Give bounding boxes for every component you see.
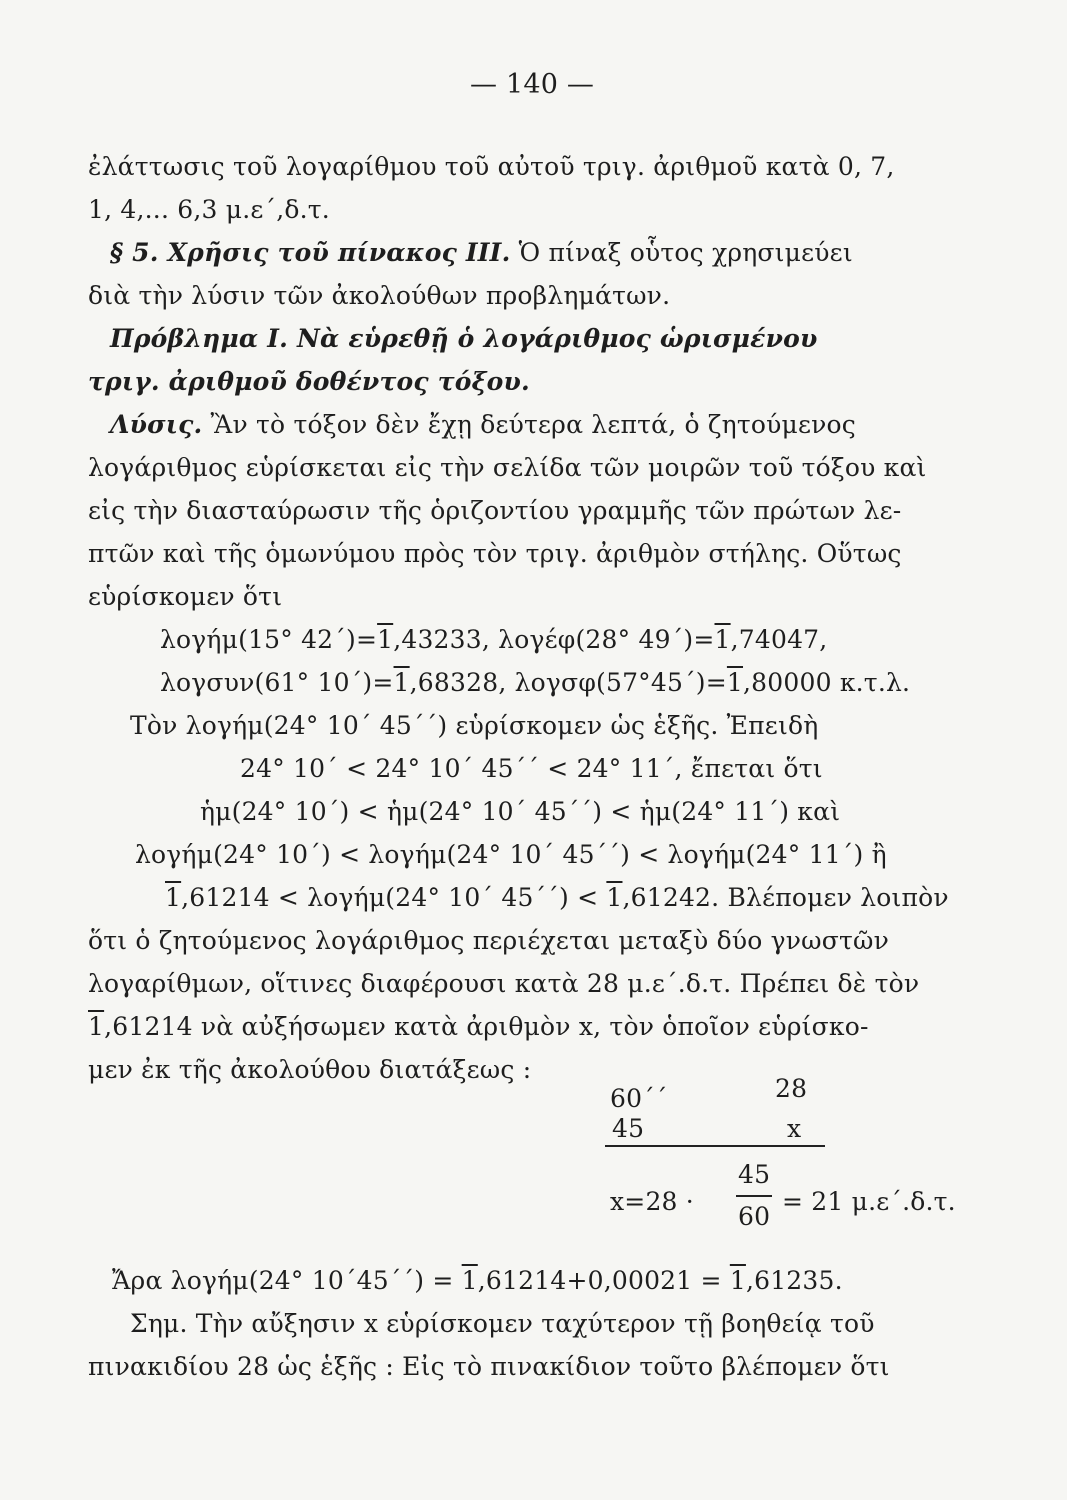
inequality-line-1: 24° 10΄ < 24° 10΄ 45΄΄ < 24° 11΄, ἔπεται ὅτι <box>240 754 823 783</box>
problem-title-cont: τριγ. ἀριθμοῦ δοθέντος τόξου. <box>88 367 530 396</box>
formula-1e: ,74047, <box>730 625 828 654</box>
inequality-line-2: ἡμ(24° 10΄) < ἡμ(24° 10΄ 45΄΄) < ἡμ(24° 11΄) καὶ <box>200 797 841 826</box>
text-line-2: 1, 4,... 6,3 μ.ε΄,δ.τ. <box>88 195 330 224</box>
problem-title: Πρόβλημα Ι. Νὰ εὑρεθῇ ὁ λογάριθμος ὡρισμένου <box>110 324 818 353</box>
formula-line-2 <box>160 666 910 700</box>
inequality-line-3: λογήμ(24° 10΄) < λογήμ(24° 10΄ 45΄΄) < λογήμ(24° 11΄) ἢ <box>135 840 887 869</box>
formula-2a: λογσυν(61° 10΄)= <box>160 668 394 697</box>
equation-left: x=28 · <box>610 1187 694 1216</box>
bar-digit-c: 1 <box>606 883 623 912</box>
equation-right: = 21 μ.ε΄.δ.τ. <box>782 1187 956 1216</box>
prop-28: 28 <box>775 1074 808 1103</box>
formula-2b: 1 <box>393 668 410 697</box>
text-21b: ,61214 νὰ αὐξήσωμεν κατὰ ἀριθμὸν x, τὸν ὁποῖον εὑρίσκο- <box>104 1012 869 1041</box>
text-line-14: Τὸν λογήμ(24° 10΄ 45΄΄) εὑρίσκομεν ὡς ἑξῆς. Ἐπειδὴ <box>130 711 819 740</box>
text-line-11: εὑρίσκομεν ὅτι <box>88 582 283 611</box>
fraction-bar <box>736 1195 772 1197</box>
prop-60: 60΄΄ <box>610 1084 668 1113</box>
result-a: Ἄρα λογήμ(24° 10΄45΄΄) = <box>112 1266 462 1295</box>
ineq4-d: ,61242. Βλέπομεν λοιπὸν <box>622 883 949 912</box>
formula-line-1 <box>160 623 827 657</box>
solution-line <box>110 408 856 442</box>
section-heading: § 5. Χρῆσις τοῦ πίνακος ΙΙΙ. <box>110 238 511 267</box>
formula-1b: 1 <box>377 625 394 654</box>
note-line-1: Σημ. Τὴν αὔξησιν x εὑρίσκομεν ταχύτερον τῇ βοηθείᾳ τοῦ <box>130 1309 875 1338</box>
text-line-19: ὅτι ὁ ζητούμενος λογάριθμος περιέχεται μεταξὺ δύο γνωστῶν <box>88 926 890 955</box>
formula-1d: 1 <box>714 625 731 654</box>
formula-2c: ,68328, λογσφ(57°45΄)= <box>409 668 727 697</box>
formula-2e: ,80000 κ.τ.λ. <box>743 668 911 697</box>
ineq4-b: ,61214 < λογήμ(24° 10΄ 45΄΄) < <box>181 883 607 912</box>
text-line-10: πτῶν καὶ τῆς ὁμωνύμου πρὸς τὸν τριγ. ἀριθμὸν στήλης. Οὕτως <box>88 539 902 568</box>
text-line-1: ἐλάττωσις τοῦ λογαρίθμου τοῦ αὐτοῦ τριγ. ἀριθμοῦ κατὰ 0, 7, <box>88 152 895 181</box>
result-d: 1 <box>729 1266 746 1295</box>
text-line-4: διὰ τὴν λύσιν τῶν ἀκολούθων προβλημάτων. <box>88 281 671 310</box>
result-line <box>112 1264 843 1298</box>
formula-1c: ,43233, λογέφ(28° 49΄)= <box>393 625 715 654</box>
proportion-rule <box>605 1145 825 1147</box>
bar-digit-a: 1 <box>165 883 182 912</box>
section-intro: Ὁ πίναξ οὗτος χρησιμεύει <box>510 238 853 267</box>
inequality-line-4 <box>165 881 949 915</box>
text-line-20: λογαρίθμων, οἵτινες διαφέρουσι κατὰ 28 μ.ε΄.δ.τ. Πρέπει δὲ τὸν <box>88 969 920 998</box>
solution-label: Λύσις. <box>110 410 203 439</box>
equation-numerator: 45 <box>738 1160 771 1189</box>
formula-2d: 1 <box>726 668 744 697</box>
result-e: ,61235. <box>745 1266 843 1295</box>
formula-1a: λογήμ(15° 42΄)= <box>160 625 378 654</box>
page-number: — 140 — <box>470 69 595 100</box>
section-heading-line <box>110 236 853 270</box>
prop-45: 45 <box>612 1114 645 1143</box>
note-line-2: πινακιδίου 28 ὡς ἑξῆς : Εἰς τὸ πινακίδιον τοῦτο βλέπομεν ὅτι <box>88 1352 890 1381</box>
equation-denominator: 60 <box>738 1202 771 1231</box>
prop-x: x <box>787 1114 802 1143</box>
result-b: 1 <box>461 1266 478 1295</box>
result-c: ,61214+0,00021 = <box>477 1266 730 1295</box>
text-line-9: εἰς τὴν διασταύρωσιν τῆς ὁριζοντίου γραμμῆς τῶν πρώτων λε- <box>88 496 902 525</box>
text-line-22: μεν ἐκ τῆς ἀκολούθου διατάξεως : <box>88 1055 532 1084</box>
bar-digit-21: 1 <box>88 1012 105 1041</box>
text-line-8: λογάριθμος εὑρίσκεται εἰς τὴν σελίδα τῶν μοιρῶν τοῦ τόξου καὶ <box>88 453 927 482</box>
text-line-21 <box>88 1010 869 1044</box>
solution-text: Ἂν τὸ τόξον δὲν ἔχῃ δεύτερα λεπτά, ὁ ζητούμενος <box>202 410 856 439</box>
